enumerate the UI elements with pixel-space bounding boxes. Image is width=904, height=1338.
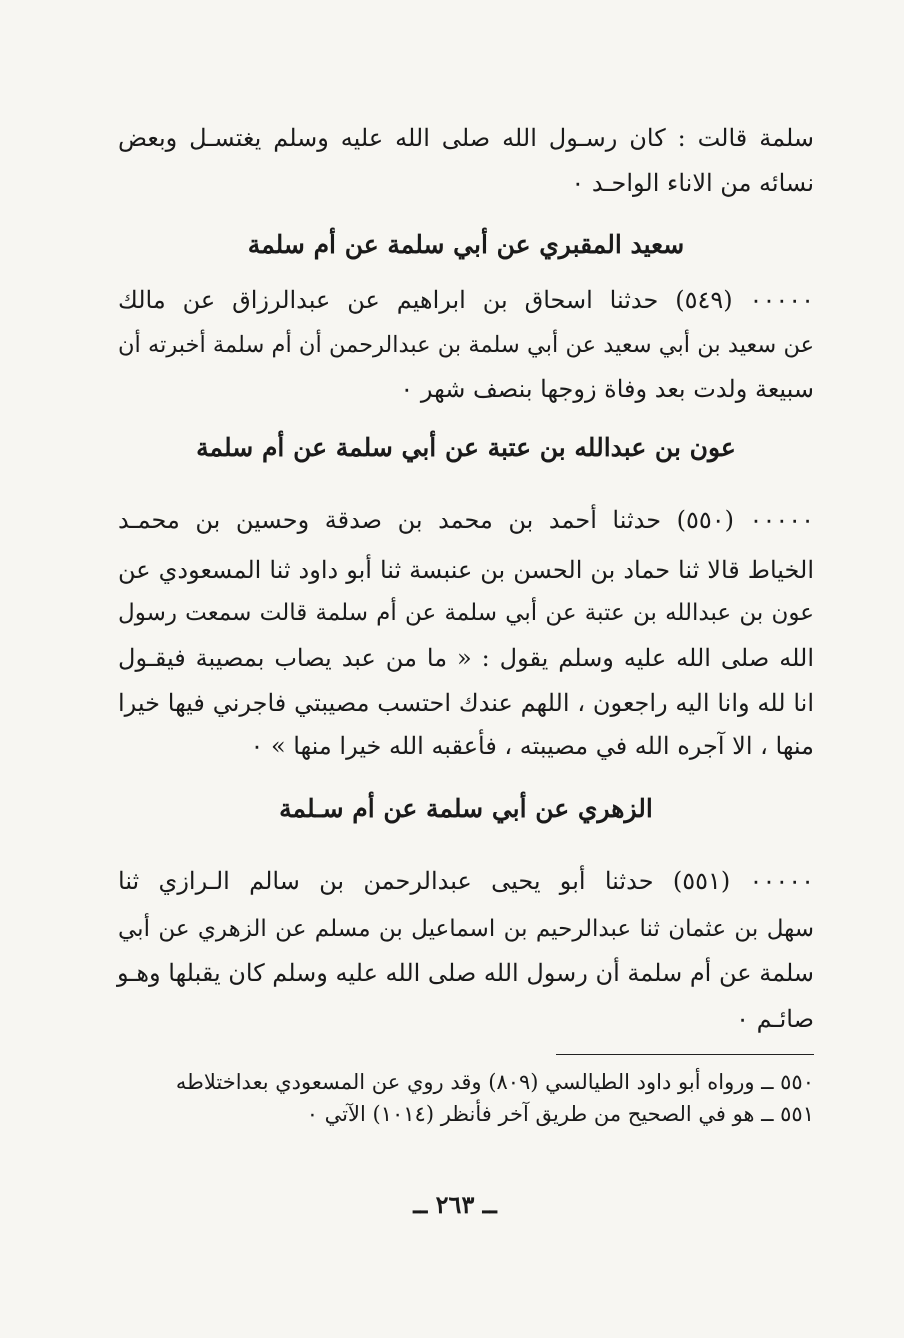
text-line: ٠٠٠٠٠ (٥٥١) حدثنا أبو يحيى عبدالرحمن بن سالم الـرازي ثنا — [118, 867, 814, 895]
text-line: ٠٠٠٠٠ (٥٤٩) حدثنا اسحاق بن ابراهيم عن عبدالرزاق عن مالك — [118, 286, 814, 314]
section-heading: سعيد المقبري عن أبي سلمة عن أم سلمة — [247, 230, 685, 259]
text-line: عن سعيد بن أبي سعيد عن أبي سلمة بن عبدالرحمن أن أم سلمة أخبرته أن — [118, 332, 814, 358]
text-line: عون بن عبدالله بن عتبة عن أبي سلمة عن أم سلمة قالت سمعت رسول — [118, 600, 814, 626]
page-number: ــ ٢٦٣ ــ — [413, 1190, 497, 1219]
footnote: ٥٥٠ ــ ورواه أبو داود الطيالسي (٨٠٩) وقد روي عن المسعودي بعداختلاطه — [175, 1070, 814, 1094]
text-line: سبيعة ولدت بعد وفاة زوجها بنصف شهر ٠ — [400, 375, 814, 403]
footnote: ٥٥١ ــ هو في الصحيح من طريق آخر فأنظر (١٠١٤) الآتي ٠ — [306, 1102, 814, 1126]
text-line: سهل بن عثمان ثنا عبدالرحيم بن اسماعيل بن مسلم عن الزهري عن أبي — [118, 916, 814, 942]
text-line: ٠٠٠٠٠ (٥٥٠) حدثنا أحمد بن محمد بن صدقة وحسين بن محمـد — [118, 506, 814, 534]
section-heading: عون بن عبدالله بن عتبة عن أبي سلمة عن أم سلمة — [196, 433, 736, 462]
text-line: الخياط قالا ثنا حماد بن الحسن بن عنبسة ثنا أبو داود ثنا المسعودي عن — [118, 556, 814, 584]
text-line: منها ، الا آجره الله في مصيبته ، فأعقبه الله خيرا منها » ٠ — [250, 732, 814, 760]
section-heading: الزهري عن أبي سلمة عن أم سـلمة — [279, 794, 653, 823]
text-line: الله صلى الله عليه وسلم يقول : « ما من عبد يصاب بمصيبة فيقـول — [118, 644, 814, 672]
text-line: سلمة قالت : كان رسـول الله صلى الله عليه وسلم يغتسـل وبعض — [118, 124, 814, 152]
text-line: صائـم ٠ — [736, 1005, 814, 1033]
text-line: سلمة عن أم سلمة أن رسول الله صلى الله عليه وسلم كان يقبلها وهـو — [116, 959, 814, 987]
text-line: انا لله وانا اليه راجعون ، اللهم عندك احتسب مصيبتي فاجرني فيها خيرا — [118, 689, 814, 717]
footnote-divider — [556, 1054, 814, 1055]
text-line: نسائه من الاناء الواحـد ٠ — [571, 169, 814, 197]
